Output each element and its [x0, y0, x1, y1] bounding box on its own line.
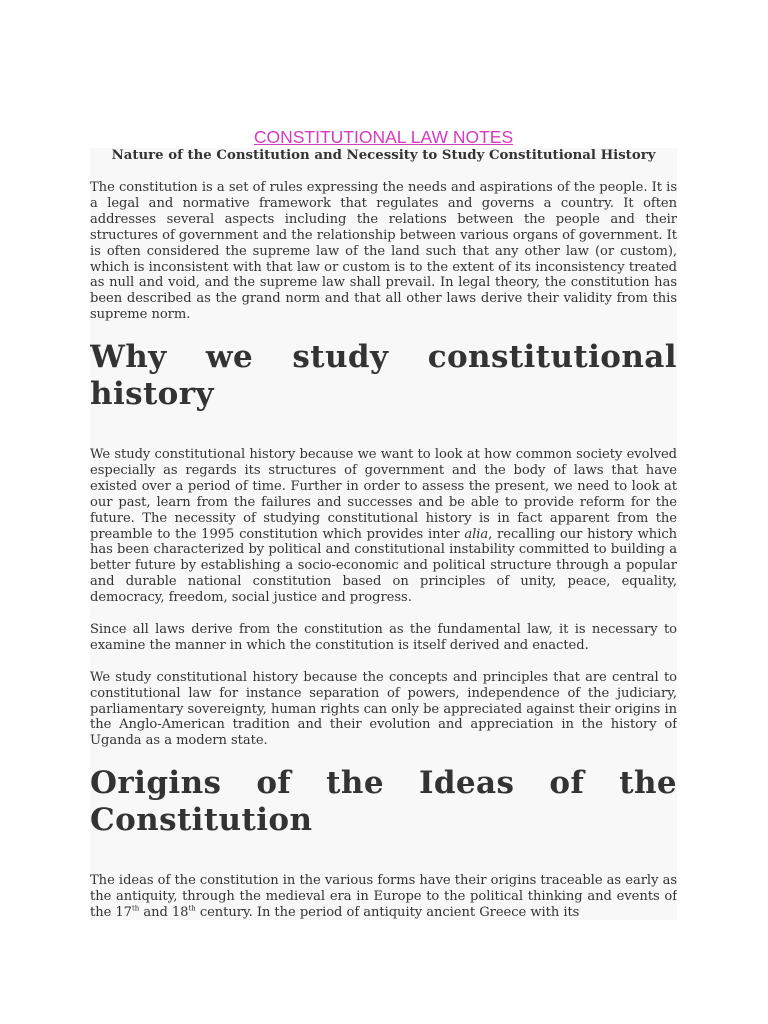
heading-word: Origins — [90, 765, 222, 802]
intro-paragraph: The constitution is a set of rules expressing the needs and aspirations of the people. It is a legal and normative framework that regulates and governs a country. It often addresses several aspects including the relations between the people and their structures of government and the relationship between various organs of government. It is often considered the supreme law of the land such that any other law (or custom), which is inconsistent with that law or custom is to the extent of its inconsistency treated as null and void, and the supreme law shall prevail. In legal theory, the constitution has been described as the grand norm and that all other laws derive their validity from this supreme norm. — [90, 180, 677, 323]
heading-line-1 — [90, 765, 677, 802]
document-subtitle: Nature of the Constitution and Necessity to Study Constitutional History — [111, 148, 656, 163]
italic-text: alia — [464, 526, 489, 542]
document-page — [90, 126, 677, 920]
heading-word: constitutional — [427, 339, 677, 376]
heading-word: study — [292, 339, 389, 376]
document-body — [90, 148, 677, 920]
heading-word: of — [256, 765, 292, 802]
heading-line-2: history — [90, 376, 214, 413]
heading-line-1 — [90, 339, 677, 376]
section-heading-why-study — [90, 339, 677, 413]
heading-word: we — [205, 339, 254, 376]
superscript: th — [131, 904, 140, 913]
heading-word: of — [549, 765, 585, 802]
section2-paragraph-1 — [90, 873, 677, 920]
heading-word: Why — [90, 339, 167, 376]
heading-word: the — [619, 765, 677, 802]
section1-paragraph-1 — [90, 447, 677, 606]
section-heading-origins — [90, 765, 677, 839]
section1-paragraph-2: Since all laws derive from the constitution as the fundamental law, it is necessary to examine the manner in which the constitution is itself derived and enacted. — [90, 622, 677, 653]
heading-word: Ideas — [418, 765, 515, 802]
text-run: century. In the period of antiquity ancient Greece with its — [195, 904, 580, 920]
text-run: The ideas of the constitution in the various forms have their origins traceable as early as the antiquity, through the medieval era in Europe to the political thinking and events of the 17 — [90, 873, 677, 920]
heading-line-2: Constitution — [90, 802, 313, 839]
superscript: th — [188, 904, 196, 913]
heading-word: the — [326, 765, 384, 802]
text-run: We study constitutional history because we want to look at how common society evolved especially as regards its structures of government and the body of laws that have existed over a period of time. Further in order to assess the present, we need to look at our past, learn from the failures and successes and be able to provide reform for the future. The necessity of studying constitutional history is in fact apparent from the preamble to the 1995 constitution which provides inter — [90, 447, 677, 542]
document-title[interactable]: CONSTITUTIONAL LAW NOTES — [90, 126, 677, 148]
text-run: and 18 — [139, 904, 189, 920]
text-run: , recalling our history which has been characterized by political and constitutional instability committed to building a better future by establishing a socio-economic and political structure through a popular and durable national constitution based on principles of unity, peace, equality, democracy, freedom, social justice and progress. — [90, 526, 677, 606]
section1-paragraph-3: We study constitutional history because the concepts and principles that are central to constitutional law for instance separation of powers, independence of the judiciary, parliamentary sovereignty, human rights can only be appreciated against their origins in the Anglo-American tradition and their evolution and appreciation in the history of Uganda as a modern state. — [90, 669, 677, 749]
